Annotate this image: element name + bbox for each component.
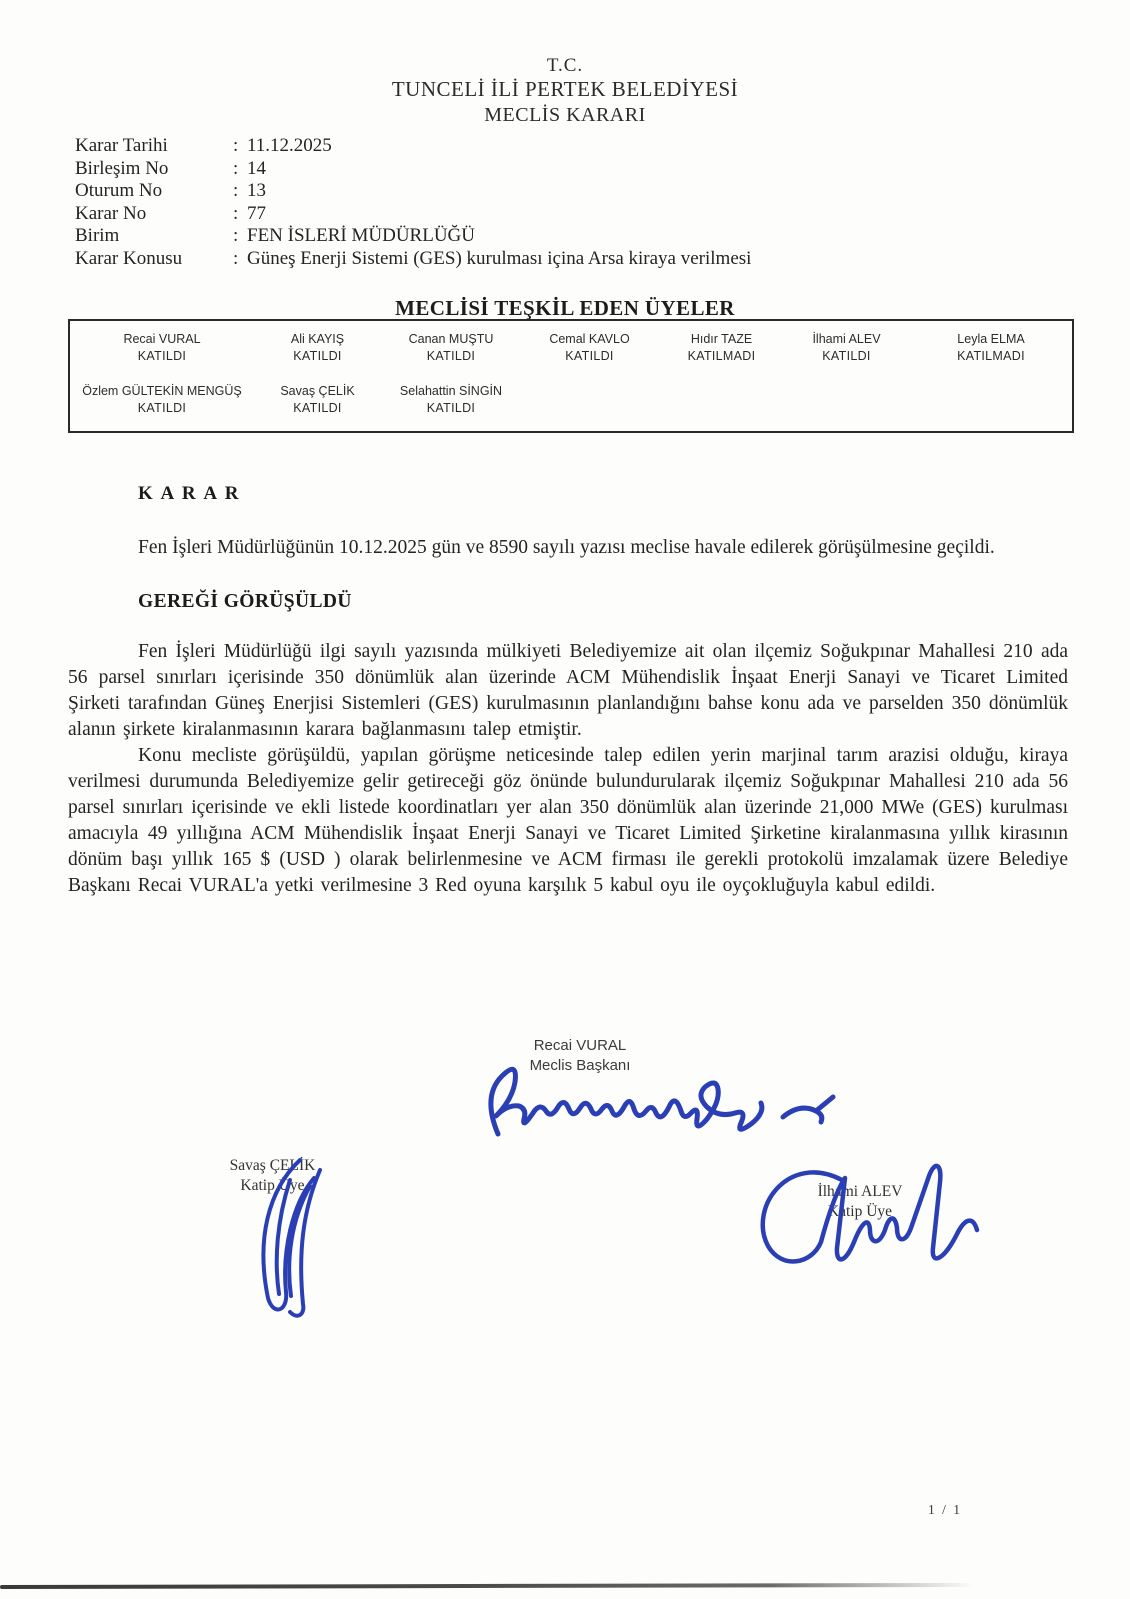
member-attendance: KATILMADI	[957, 349, 1025, 364]
decision-paragraph-1: Fen İşleri Müdürlüğü ilgi sayılı yazısında mülkiyeti Belediyemize ait olan ilçemiz Soğukpınar Mahallesi 210 ada 56 parsel sınırları içerisinde 350 dönümlük alan üzerinde ACM Mühendislik İnşaat Enerji Sanayi ve Ticaret Limited Şirketi tarafından Güneş Enerjisi Sistemleri (GES) kurulmasının planlandığını bahse konu ada ve parselden 350 dönümlük alanın şirkete kiralanmasının karara bağlanmasını talep etmiştir.	[68, 641, 1068, 741]
meta-label: Karar Tarihi	[75, 135, 168, 157]
meta-row-oturum-no	[75, 180, 1130, 203]
members-row-1	[70, 331, 1072, 365]
member-cell	[254, 331, 381, 365]
meta-value: 13	[247, 180, 266, 202]
meta-separator: :	[233, 225, 239, 247]
meta-separator: :	[233, 157, 239, 179]
member-cell	[521, 331, 658, 365]
president-name: Recai VURAL	[533, 1037, 627, 1054]
decision-meta-block	[75, 135, 1130, 270]
member-attendance: KATILDI	[426, 401, 476, 416]
meta-label: Karar No	[75, 202, 147, 224]
meta-row-karar-konusu	[75, 248, 1130, 271]
member-attendance: KATILDI	[565, 349, 614, 364]
member-cell	[70, 331, 254, 365]
member-attendance: KATILDI	[293, 401, 342, 416]
meta-value: FEN İSLERİ MÜDÜRLÜĞÜ	[247, 225, 475, 247]
clerk-left-signature-scribble	[228, 1152, 363, 1322]
member-name: Cemal KAVLO	[549, 332, 630, 347]
meta-label: Karar Konusu	[75, 247, 183, 269]
member-name: Leyla ELMA	[957, 332, 1025, 347]
council-members-section	[0, 296, 1130, 433]
meta-row-birim	[75, 225, 1130, 248]
decision-intro-paragraph: Fen İşleri Müdürlüğünün 10.12.2025 gün ve 8590 sayılı yazısı meclise havale edilerek görüşülmesine geçildi.	[138, 537, 995, 559]
scan-edge-artifact	[0, 1583, 1025, 1589]
member-cell	[658, 331, 785, 365]
member-attendance: KATILDI	[137, 349, 187, 364]
clerk-left-name: Savaş ÇELİK	[229, 1157, 316, 1174]
document-type-title: MECLİS KARARI	[484, 103, 646, 126]
meta-value: Güneş Enerji Sistemi (GES) kurulması içina Arsa kiraya verilmesi	[247, 247, 752, 269]
meta-row-karar-tarihi	[75, 135, 1130, 158]
decision-heading: K A R A R	[138, 483, 241, 505]
meta-value: 11.12.2025	[247, 135, 332, 157]
member-name: Ali KAYIŞ	[290, 332, 345, 347]
member-cell	[908, 331, 1074, 365]
member-attendance: KATILDI	[293, 349, 342, 364]
member-name: İlhami ALEV	[812, 332, 881, 347]
clerk-right-signature-scribble	[742, 1150, 992, 1300]
meta-row-karar-no	[75, 203, 1130, 226]
members-section-title: MECLİSİ TEŞKİL EDEN ÜYELER	[395, 296, 735, 321]
clerk-left-title: Katip Üye	[240, 1177, 305, 1194]
member-name: Selahattin SİNGİN	[399, 384, 503, 399]
member-cell	[70, 383, 254, 417]
member-cell	[381, 383, 521, 417]
member-cell	[254, 383, 381, 417]
member-cell	[785, 331, 908, 365]
member-attendance: KATILDI	[822, 349, 871, 364]
member-attendance: KATILMADI	[687, 349, 756, 364]
members-table	[68, 319, 1074, 433]
clerk-right-name: İlhami ALEV	[817, 1183, 903, 1200]
president-title: Meclis Başkanı	[529, 1057, 631, 1074]
member-name: Özlem GÜLTEKİN MENGÜŞ	[82, 384, 242, 399]
president-signature-scribble	[478, 1062, 848, 1142]
decision-paragraph-2: Konu mecliste görüşüldü, yapılan görüşme neticesinde talep edilen yerin marjinal tarım arazisi olduğu, kiraya verilmesi durumunda Belediyemize gelir getireceği göz önünde bulundurularak ilçemiz Soğukpınar Mahallesi 210 ada 56 parsel sınırları içerisinde ve ekli listede koordinatları yer alan 350 dönümlük alan üzerinde 21,000 MWe (GES) kurulması amacıyla 49 yıllığına ACM Mühendislik İnşaat Enerji Sanayi ve Ticaret Limited Şirketine kiralanmasına yıllık kirasının dönüm başı yıllık 165 $ (USD ) olarak belirlenmesine ve ACM firması ile gerekli protokolü imzalamak üzere Belediye Başkanı Recai VURAL'a yetki verilmesine 3 Red oyuna karşılık 5 kabul oyu ile oyçokluğuyla kabul edildi.	[68, 745, 1068, 897]
state-abbreviation: T.C.	[546, 55, 584, 76]
meta-separator: :	[233, 247, 239, 269]
meta-value: 14	[247, 157, 266, 179]
meta-separator: :	[233, 202, 239, 224]
member-cell	[381, 331, 521, 365]
page-number: 1 / 1	[928, 1502, 963, 1517]
document-header	[0, 0, 1130, 127]
members-row-2	[70, 383, 1072, 417]
member-name: Hıdır TAZE	[690, 332, 753, 347]
meta-row-birlesim-no	[75, 158, 1130, 181]
clerk-right-title: Katip Üye	[827, 1203, 893, 1220]
member-name: Savaş ÇELİK	[280, 384, 355, 399]
meta-separator: :	[233, 135, 239, 157]
meta-label: Birim	[75, 225, 120, 247]
meta-label: Oturum No	[75, 180, 163, 202]
municipality-name: TUNCELİ İLİ PERTEK BELEDİYESİ	[391, 77, 739, 102]
member-name: Recai VURAL	[123, 332, 201, 347]
meta-separator: :	[233, 180, 239, 202]
member-attendance: KATILDI	[426, 349, 476, 364]
deliberation-heading: GEREĞİ GÖRÜŞÜLDÜ	[138, 591, 352, 613]
meta-value: 77	[247, 202, 266, 224]
member-name: Canan MUŞTU	[408, 332, 494, 347]
meta-label: Birleşim No	[75, 157, 169, 179]
member-attendance: KATILDI	[137, 401, 187, 416]
